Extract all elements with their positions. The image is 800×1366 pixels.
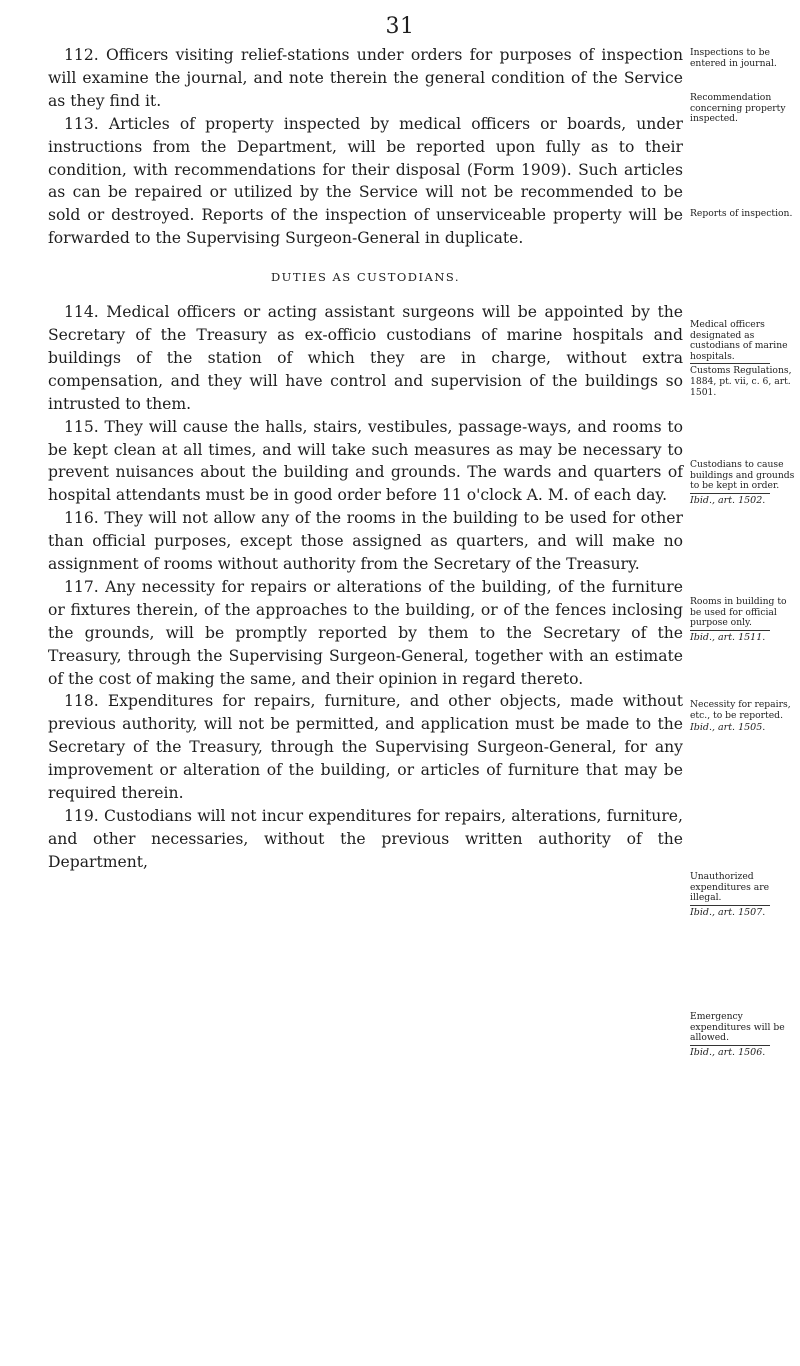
- margin-note-repairs: [690, 700, 798, 734]
- paragraph-text: Medical officers or acting assistant surgeons will be appointed by the Secretary of the Treasury as ex-officio custodians of marine hospitals and buildings of the station of which they are in charge, without extra compensation, and they will have control and supervision of the buildings so intrusted to them.: [48, 303, 683, 413]
- main-text: [48, 44, 683, 874]
- margin-note-buildings-order: [690, 460, 798, 506]
- margin-rule: [690, 363, 770, 364]
- margin-note-rooms: [690, 597, 798, 643]
- margin-note-citation: Ibid., art. 1506.: [690, 1046, 766, 1058]
- margin-note-citation: Ibid., art. 1505.: [690, 722, 766, 734]
- margin-note-inspections: [690, 48, 798, 69]
- section-heading: DUTIES AS CUSTODIANS.: [270, 270, 461, 285]
- margin-note-text: Custodians to cause buildings and grounds to be kept in order.: [690, 459, 795, 492]
- paragraph-text: They will cause the halls, stairs, vestibules, passage-ways, and rooms to be kept clean at all times, and will take such measures as may be necessary to prevent nuisances about the building and grounds. The wards and quarters of hospital attendants must be in good order before 11 o'clock A. M. of each day.: [48, 417, 683, 505]
- margin-rule: [690, 1045, 770, 1046]
- margin-note-reports: [690, 209, 798, 220]
- paragraph-number: 115.: [64, 417, 99, 436]
- margin-note-text: Unauthorized expenditures are illegal.: [690, 871, 770, 904]
- margin-note-emergency: [690, 1012, 798, 1058]
- paragraph-number: 113.: [64, 114, 99, 133]
- paragraph-text: Expenditures for repairs, furniture, and other objects, made without previous authority, will not be permitted, and application must be made to the Secretary of the Treasury, through the Supervising Surgeon-General, for any improvement or alteration of the building, or articles of furniture that may be required therein.: [48, 692, 683, 803]
- paragraph-number: 112.: [64, 46, 99, 64]
- paragraph-number: 114.: [64, 303, 99, 322]
- paragraph-114: [48, 301, 683, 416]
- margin-note-text: Emergency expenditures will be allowed.: [690, 1011, 785, 1044]
- margin-note-text: Rooms in building to be used for official purpose only.: [690, 596, 787, 629]
- margin-note-text: Recommendation concerning property inspected.: [690, 92, 786, 125]
- margin-note-text: Reports of inspection.: [690, 208, 793, 219]
- paragraph-text: Custodians will not incur expenditures for repairs, alterations, furniture, and other necessaries, without the previous written authority of the Department,: [48, 807, 683, 871]
- margin-note-text: Necessity for repairs, etc., to be reported.: [690, 699, 791, 721]
- paragraph-text: Officers visiting relief-stations under orders for purposes of inspection will examine the journal, and note therein the general condition of the Service as they find it.: [48, 46, 683, 110]
- paragraph-text: Articles of property inspected by medical officers or boards, under instructions from the Department, will be reported upon fully as to their condition, with recommendations for their disposal (Form 1909). Such articles as can be repaired or utilized by the Service will not be recommended to be sold or destroyed. Reports of the inspection of unserviceable property will be forwarded to the Supervising Surgeon-General in duplicate.: [48, 114, 683, 248]
- margin-note-citation: Customs Regulations, 1884, pt. vii, c. 6, art. 1501.: [690, 365, 792, 398]
- paragraph-number: 118.: [64, 692, 99, 711]
- margin-note-text: Inspections to be entered in journal.: [690, 47, 777, 69]
- paragraph-number: 117.: [64, 577, 99, 596]
- margin-rule: [690, 905, 770, 906]
- margin-rule: [690, 493, 770, 494]
- paragraph-116: [48, 507, 683, 576]
- paragraph-number: 116.: [64, 509, 99, 528]
- paragraph-118: [48, 690, 683, 805]
- paragraph-number: 119.: [64, 807, 99, 825]
- page-number: 31: [385, 14, 415, 39]
- paragraph-117: [48, 576, 683, 691]
- paragraph-115: [48, 416, 683, 508]
- margin-note-unauthorized: [690, 872, 798, 918]
- margin-note-text: Medical officers designated as custodians of marine hospitals.: [690, 319, 788, 362]
- paragraph-text: Any necessity for repairs or alterations of the building, of the furniture or fixtures therein, of the approaches to the building, or of the fences inclosing the grounds, will be promptly reported by them to the Secretary of the Treasury, through the Supervising Surgeon-General, together with an estimate of the cost of making the same, and their opinion in regard thereto.: [48, 577, 683, 688]
- paragraph-text: They will not allow any of the rooms in the building to be used for other than official purposes, except those assigned as quarters, and will make no assignment of rooms without authority from the Secretary of the Treasury.: [48, 509, 683, 574]
- margin-note-custodians: [690, 320, 798, 398]
- margin-rule: [690, 630, 770, 631]
- margin-note-recommendation: [690, 93, 798, 125]
- margin-note-citation: Ibid., art. 1511.: [690, 631, 766, 643]
- paragraph-113: [48, 113, 683, 250]
- margin-note-citation: Ibid., art. 1507.: [690, 906, 766, 918]
- margin-note-citation: Ibid., art. 1502.: [690, 494, 766, 506]
- paragraph-119: [48, 805, 683, 874]
- paragraph-112: [48, 44, 683, 113]
